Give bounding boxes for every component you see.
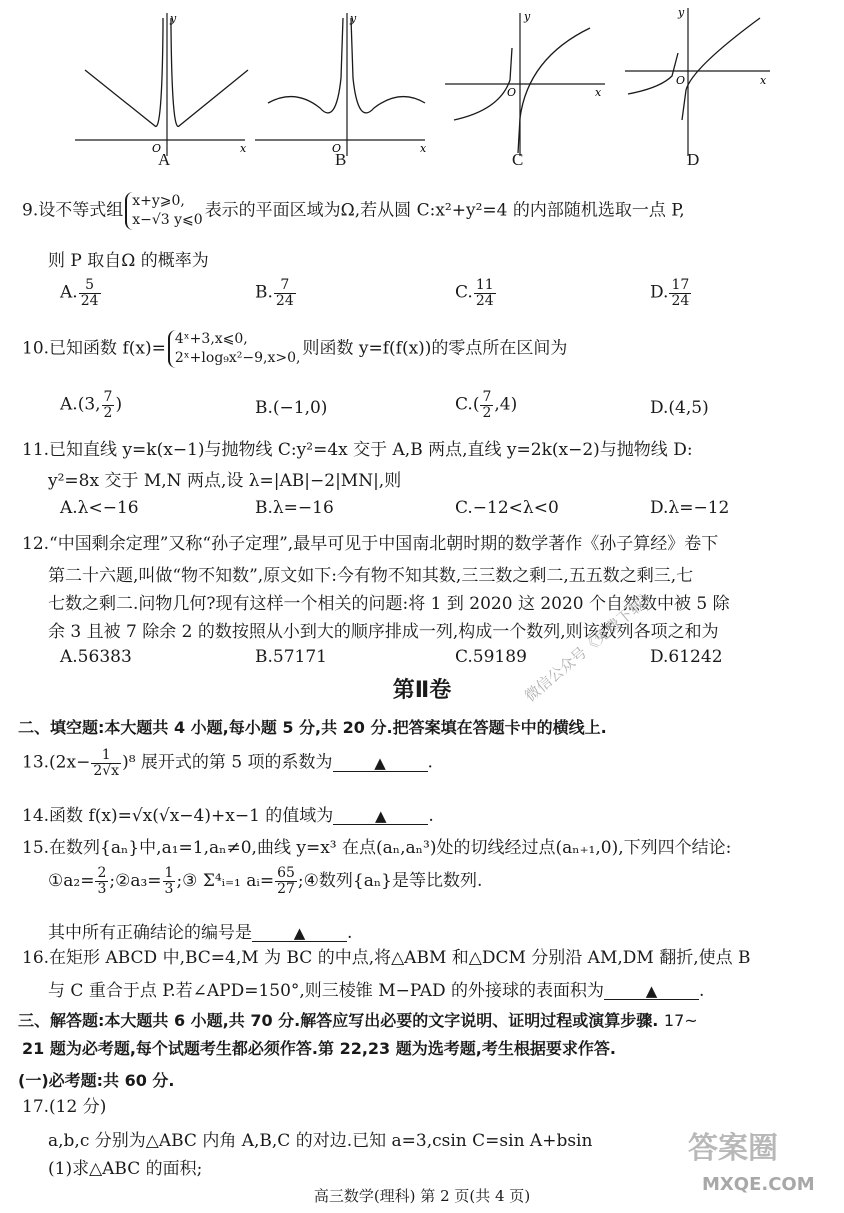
inequality-system: x+y⩾0, x−√3 y⩽0 xyxy=(125,192,202,230)
question-12-line4: 余 3 且被 7 除余 2 的数按照从小到大的顺序排成一列,构成一个数列,则该数列各项之和为 xyxy=(48,622,719,642)
section-title: 第Ⅱ卷 xyxy=(392,678,452,703)
question-10: 10.已知函数 f(x)= 4ˣ+3,x⩽0, 2ˣ+log₉x²−9,x>0, 则函数 y=f(f(x))的零点所在区间为 xyxy=(22,331,568,366)
question-16: 16.在矩形 ABCD 中,BC=4,M 为 BC 的中点,将△ABM 和△DCM 分别沿 AM,DM 翻折,使点 B xyxy=(22,948,751,968)
question-11: 11.已知直线 y=k(x−1)与抛物线 C:y²=4x 交于 A,B 两点,直线 y=2k(x−2)与抛物线 D: xyxy=(22,440,693,460)
graph-b xyxy=(250,8,430,158)
watermark: 微信公众号《免费下载》 xyxy=(521,585,660,706)
graph-c xyxy=(440,8,620,158)
axis-x-label: x xyxy=(595,86,602,99)
q12-option-d: D.61242 xyxy=(650,647,723,667)
axis-y-label: y xyxy=(678,8,685,19)
q11-option-b: B.λ=−16 xyxy=(255,498,334,518)
graph-label-d: D xyxy=(687,150,700,169)
section-2-heading: 二、填空题:本大题共 4 小题,每小题 5 分,共 20 分.把答案填在答题卡中的横线上. xyxy=(18,718,607,737)
axis-x-label: x xyxy=(760,74,767,87)
q10-option-a: A.(3, $\frac{7}{2}$ ) xyxy=(60,389,123,421)
q12-option-c: C.59189 xyxy=(455,647,527,667)
q10-option-d: D.(4,5) xyxy=(650,398,709,418)
question-12-line2: 第二十六题,叫做“物不知数”,原文如下:今有物不知其数,三三数之剩二,五五数之剩三,七 xyxy=(48,566,694,586)
page-footer: 高三数学(理科) 第 2 页(共 4 页) xyxy=(313,1187,531,1205)
graph-label-c: C xyxy=(512,150,524,169)
question-11-line2: y²=8x 交于 M,N 两点,设 λ=|AB|−2|MN|,则 xyxy=(48,471,402,491)
q9-option-d: D. $\frac{17}{24}$ xyxy=(650,277,690,309)
section-3-sub: (一)必考题:共 60 分. xyxy=(18,1071,175,1090)
question-12: 12.“中国剩余定理”又称“孙子定理”,最早可见于中国南北朝时期的数学著作《孙子算经》卷下 xyxy=(22,534,719,554)
logo-domain: MXQE.COM xyxy=(702,1174,815,1195)
q9-option-c: C. $\frac{11}{24}$ xyxy=(455,277,494,309)
question-12-line3: 七数之剩二.问物几何?现有这样一个相关的问题:将 1 到 2020 这 2020 个自然数中被 5 除 xyxy=(48,594,730,614)
question-17: 17.(12 分) xyxy=(22,1097,107,1117)
answer-blank[interactable]: ▲ xyxy=(333,809,428,825)
answer-blank[interactable]: ▲ xyxy=(252,926,347,942)
question-15: 15.在数列{aₙ}中,a₁=1,aₙ≠0,曲线 y=x³ 在点(aₙ,aₙ³)处的切线经过点(aₙ₊₁,0),下列四个结论: xyxy=(22,838,732,858)
q10-option-b: B.(−1,0) xyxy=(255,398,328,418)
question-14: 14.函数 f(x)=√x(√x−4)+x−1 的值域为 ▲ . xyxy=(22,806,434,826)
question-17-line1: a,b,c 分别为△ABC 内角 A,B,C 的对边.已知 a=3,csin C=sin A+bsin xyxy=(48,1131,593,1151)
origin-label: O xyxy=(507,86,517,99)
question-15-conclusions: ①a₂= $\frac{2}{3}$ ;②a₃= $\frac{1}{3}$ ;③ Σ⁴ᵢ₌₁ aᵢ= $\frac{65}{27}$ ;④数列{aₙ}是等比数列. xyxy=(48,865,483,897)
question-13: 13.(2x− $\frac{1}{2√x}$ )⁸ 展开式的第 5 项的系数为 ▲ . xyxy=(22,747,433,779)
question-9-line2: 则 P 取自Ω 的概率为 xyxy=(48,251,209,271)
q11-option-d: D.λ=−12 xyxy=(650,498,730,518)
q9-option-b: B. $\frac{7}{24}$ xyxy=(255,277,294,309)
answer-blank[interactable]: ▲ xyxy=(333,756,428,772)
section-3-line2: 21 题为必考题,每个试题考生都必须作答.第 22,23 题为选考题,考生根据要求作答. xyxy=(22,1039,616,1058)
question-15-line3: 其中所有正确结论的编号是 ▲ . xyxy=(48,923,353,943)
question-9: 9.设不等式组 x+y⩾0, x−√3 y⩽0 表示的平面区域为Ω,若从圆 C:x²+y²=4 的内部随机选取一点 P, xyxy=(22,193,685,228)
section-3-heading: 三、解答题:本大题共 6 小题,共 70 分.解答应写出必要的文字说明、证明过程或演算步骤. 17~ xyxy=(18,1011,698,1030)
q10-option-c: C.( $\frac{7}{2}$ ,4) xyxy=(455,389,518,421)
axis-x-label: x xyxy=(420,142,427,155)
question-17-part1: (1)求△ABC 的面积; xyxy=(48,1159,203,1179)
q9-option-a: A. $\frac{5}{24}$ xyxy=(60,277,99,309)
q12-option-b: B.57171 xyxy=(255,647,327,667)
graph-label-b: B xyxy=(335,150,347,169)
graph-label-a: A xyxy=(158,150,171,169)
origin-label: O xyxy=(676,74,686,87)
axis-y-label: y xyxy=(350,12,357,25)
q11-option-c: C.−12<λ<0 xyxy=(455,498,559,518)
axis-y-label: y xyxy=(524,10,531,23)
axis-y-label: y xyxy=(170,12,177,25)
piecewise-function: 4ˣ+3,x⩽0, 2ˣ+log₉x²−9,x>0, xyxy=(168,330,301,368)
origin-label: O xyxy=(152,142,162,155)
answer-blank[interactable]: ▲ xyxy=(604,984,699,1000)
graph-a xyxy=(70,8,250,158)
axis-x-label: x xyxy=(240,142,247,155)
question-16-line2: 与 C 重合于点 P.若∠APD=150°,则三棱锥 M−PAD 的外接球的表面积为 ▲ . xyxy=(48,981,705,1001)
q12-option-a: A.56383 xyxy=(60,647,132,667)
logo-text: 答案圈 xyxy=(688,1131,778,1166)
q11-option-a: A.λ<−16 xyxy=(60,498,139,518)
origin-label: O xyxy=(332,142,342,155)
graph-d xyxy=(620,8,800,158)
